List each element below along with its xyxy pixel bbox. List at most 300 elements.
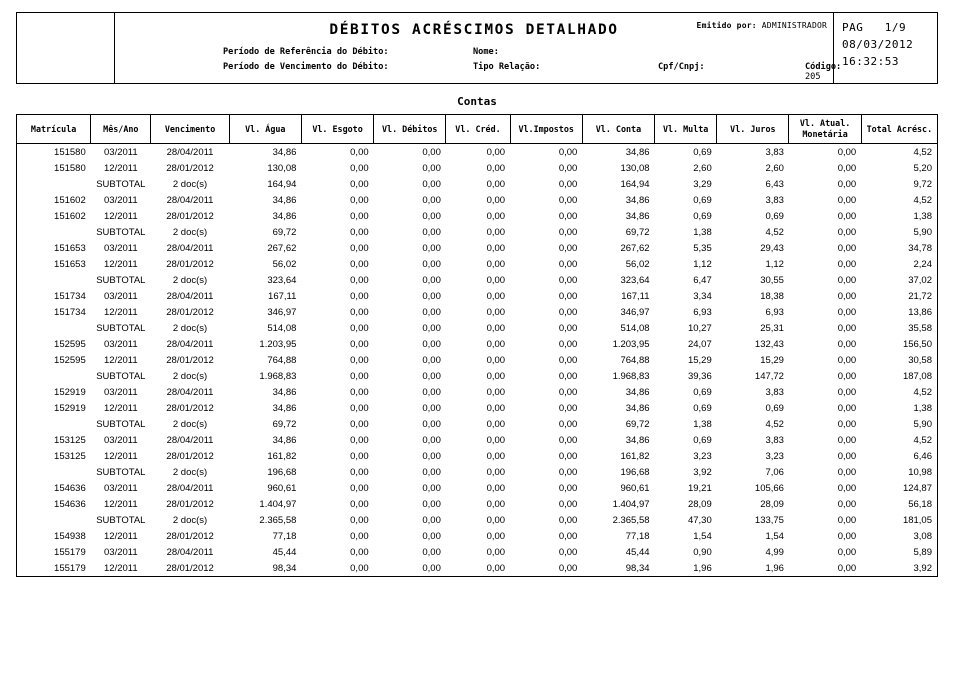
table-cell: 154636 [17, 480, 91, 496]
table-cell: 12/2011 [104, 163, 138, 174]
col-vl-esgoto: Vl. Esgoto [301, 115, 373, 144]
table-row [17, 432, 938, 448]
table-cell: 0,00 [486, 515, 506, 526]
col-vl-debitos: Vl. Débitos [374, 115, 446, 144]
table-cell: 267,62 [620, 243, 650, 254]
table-cell: 34,86 [272, 195, 297, 206]
table-cell: 156,50 [861, 336, 937, 352]
table-cell: 196,68 [620, 467, 650, 478]
table-cell: 21,72 [861, 288, 937, 304]
table-cell: 167,11 [268, 291, 297, 302]
table-cell [17, 320, 91, 336]
table-cell: 0,00 [422, 147, 441, 158]
emitido-por [697, 21, 827, 30]
table-cell: 2 doc(s) [172, 227, 208, 238]
table-row-subtotal [17, 464, 938, 480]
table-cell: 0,00 [558, 499, 578, 510]
table-cell: 18,38 [760, 291, 784, 302]
table-cell: 151734 [17, 304, 91, 320]
table-cell: 34,86 [272, 435, 297, 446]
table-cell: 3,92 [861, 560, 937, 577]
table-cell: 2.365,58 [612, 515, 650, 526]
table-cell: 03/2011 [104, 387, 138, 398]
table-cell: 34,86 [625, 435, 650, 446]
table-cell: 0,00 [301, 560, 373, 577]
table-cell: 0,00 [350, 515, 369, 526]
table-cell: 0,00 [486, 291, 506, 302]
table-cell: 34,86 [625, 195, 650, 206]
table-cell: 323,64 [620, 275, 650, 286]
table-cell: 152919 [17, 400, 91, 416]
table-cell: 0,00 [837, 259, 857, 270]
table-cell: 13,86 [861, 304, 937, 320]
col-mes-ano: Mês/Ano [91, 115, 151, 144]
table-row [17, 528, 938, 544]
report-header [16, 12, 938, 84]
logo-area [17, 13, 115, 83]
table-cell: 133,75 [754, 515, 784, 526]
table-cell: 0,00 [837, 275, 857, 286]
table-cell: 0,00 [486, 339, 506, 350]
table-cell: 3,83 [765, 387, 784, 398]
header-field-row-2 [115, 62, 842, 82]
table-row [17, 400, 938, 416]
table-cell: 0,00 [837, 243, 857, 254]
emitido-label: Emitido por: [696, 21, 757, 30]
table-cell: 03/2011 [104, 483, 138, 494]
table-cell: 0,00 [558, 483, 578, 494]
table-cell: 03/2011 [104, 147, 138, 158]
table-cell: 6,47 [693, 275, 712, 286]
table-cell: 0,00 [837, 227, 857, 238]
table-cell: 151734 [17, 288, 91, 304]
table-cell: 0,00 [558, 227, 578, 238]
table-cell: 0,00 [837, 371, 857, 382]
col-vl-agua: Vl. Água [229, 115, 301, 144]
table-cell: 0,00 [558, 387, 578, 398]
table-cell: 6,93 [693, 307, 712, 318]
table-cell: 0,00 [558, 467, 578, 478]
table-cell: 152595 [17, 352, 91, 368]
table-cell [17, 368, 91, 384]
table-cell: 764,88 [267, 355, 297, 366]
table-cell: 0,00 [350, 339, 369, 350]
table-cell: 0,00 [486, 403, 506, 414]
table-cell: 1,96 [655, 560, 717, 577]
table-cell: 45,44 [625, 547, 650, 558]
table-cell: 3,23 [693, 451, 712, 462]
table-cell: 0,00 [558, 419, 578, 430]
table-cell: 6,93 [765, 307, 784, 318]
table-cell: 0,00 [350, 435, 369, 446]
table-cell: 5,20 [861, 160, 937, 176]
table-row [17, 336, 938, 352]
table-cell: 5,35 [693, 243, 712, 254]
table-cell: 0,00 [422, 531, 441, 542]
col-vl-juros: Vl. Juros [717, 115, 789, 144]
table-cell: 25,31 [760, 323, 784, 334]
table-cell: 0,00 [510, 560, 582, 577]
table-cell: 0,00 [486, 547, 506, 558]
table-cell [17, 416, 91, 432]
table-cell: 0,00 [422, 435, 441, 446]
table-row [17, 240, 938, 256]
table-cell: 1.203,95 [612, 339, 650, 350]
table-cell: 0,00 [350, 243, 369, 254]
table-cell: 28/01/2012 [151, 560, 229, 577]
table-cell: 4,52 [861, 144, 937, 161]
section-title: Contas [457, 95, 497, 108]
table-cell: 346,97 [620, 307, 650, 318]
table-cell: 30,55 [760, 275, 784, 286]
table-cell: 130,08 [267, 163, 297, 174]
table-cell: 0,00 [350, 451, 369, 462]
table-cell: 0,00 [422, 387, 441, 398]
table-cell: 2 doc(s) [172, 179, 208, 190]
table-cell: 0,69 [693, 435, 712, 446]
table-cell: 0,00 [350, 419, 369, 430]
table-cell [17, 176, 91, 192]
table-cell: 0,00 [837, 419, 857, 430]
table-cell: 0,00 [350, 227, 369, 238]
table-cell: 0,00 [837, 435, 857, 446]
col-vl-impostos: Vl.Impostos [510, 115, 582, 144]
table-cell: 164,94 [620, 179, 650, 190]
table-cell: 3,29 [693, 179, 712, 190]
table-cell: 153125 [17, 432, 91, 448]
table-cell: 28/01/2012 [166, 499, 214, 510]
table-cell: 0,00 [486, 275, 506, 286]
table-cell: 0,00 [486, 259, 506, 270]
table-cell: 34,86 [625, 403, 650, 414]
table-cell: 151602 [17, 208, 91, 224]
table-cell: 147,72 [754, 371, 784, 382]
table-cell: 0,00 [558, 163, 578, 174]
table-cell: 0,00 [486, 179, 506, 190]
table-cell: 0,00 [486, 147, 506, 158]
col-total-acresc: Total Acrésc. [861, 115, 937, 144]
table-cell: 69,72 [272, 227, 297, 238]
table-cell: 0,00 [422, 515, 441, 526]
table-row-subtotal [17, 512, 938, 528]
table-cell: 0,00 [558, 147, 578, 158]
table-cell: 0,00 [422, 163, 441, 174]
table-cell: 69,72 [272, 419, 297, 430]
page-title: DÉBITOS ACRÉSCIMOS DETALHADO [329, 22, 619, 38]
table-cell: 0,00 [837, 211, 857, 222]
print-time: 16:32:53 [842, 55, 899, 68]
table-row [17, 208, 938, 224]
col-vl-cred: Vl. Créd. [446, 115, 510, 144]
table-cell: 28/04/2011 [166, 195, 214, 206]
table-cell: 12/2011 [104, 499, 138, 510]
table-row [17, 192, 938, 208]
table-cell: 1,38 [693, 227, 712, 238]
table-cell: 34,78 [861, 240, 937, 256]
table-cell: 12/2011 [104, 403, 138, 414]
table-cell: SUBTOTAL [96, 515, 146, 526]
col-matricula: Matrícula [17, 115, 91, 144]
table-cell: 0,00 [350, 483, 369, 494]
table-cell: 0,00 [350, 323, 369, 334]
table-cell: 267,62 [267, 243, 297, 254]
emitido-value: ADMINISTRADOR [761, 21, 827, 30]
table-cell: 1.968,83 [259, 371, 297, 382]
header-fields [115, 47, 842, 82]
table-row [17, 288, 938, 304]
table-cell: 0,00 [558, 451, 578, 462]
table-cell: 152595 [17, 336, 91, 352]
table-cell: 130,08 [620, 163, 650, 174]
table-cell: 0,00 [486, 355, 506, 366]
table-body [17, 144, 938, 577]
table-cell: 34,86 [272, 211, 297, 222]
table-cell: 15,29 [687, 355, 712, 366]
table-cell: 0,00 [558, 275, 578, 286]
table-row-subtotal [17, 224, 938, 240]
table-cell: 28/04/2011 [166, 243, 214, 254]
table-cell: 0,69 [693, 387, 712, 398]
table-cell: 0,00 [446, 560, 510, 577]
table-cell [17, 512, 91, 528]
table-cell: 77,18 [625, 531, 650, 542]
table-cell: 514,08 [267, 323, 297, 334]
table-cell: 28/04/2011 [166, 147, 214, 158]
table-cell: SUBTOTAL [96, 419, 146, 430]
table-cell: 69,72 [625, 227, 650, 238]
table-cell: 161,82 [267, 451, 297, 462]
table-cell: 0,00 [422, 371, 441, 382]
table-cell: 0,00 [558, 259, 578, 270]
table-cell: 37,02 [861, 272, 937, 288]
table-cell: 155179 [17, 544, 91, 560]
table-cell: 0,00 [350, 179, 369, 190]
table-head [17, 115, 938, 144]
table-cell: 960,61 [267, 483, 297, 494]
table-cell: 0,00 [350, 355, 369, 366]
label-tipo-relacao: Tipo Relação: [473, 62, 541, 72]
table-cell: 0,00 [422, 211, 441, 222]
table-cell: 161,82 [620, 451, 650, 462]
table-cell: 28/01/2012 [166, 403, 214, 414]
table-cell: 0,00 [422, 339, 441, 350]
table-cell: 0,00 [486, 483, 506, 494]
table-cell: 181,05 [861, 512, 937, 528]
table-cell: 10,27 [687, 323, 712, 334]
table-cell [17, 464, 91, 480]
table-cell: 4,52 [861, 384, 937, 400]
table-cell: 0,00 [350, 547, 369, 558]
table-cell: 151580 [17, 144, 91, 161]
table-cell: 3,83 [765, 147, 784, 158]
table-cell: 03/2011 [104, 339, 138, 350]
table-cell: 0,00 [558, 531, 578, 542]
table-cell: 0,00 [350, 259, 369, 270]
table-cell: 0,00 [422, 259, 441, 270]
table-cell: 28/01/2012 [166, 163, 214, 174]
table-cell: 151580 [17, 160, 91, 176]
table-cell: 1.968,83 [612, 371, 650, 382]
table-row [17, 496, 938, 512]
print-date: 08/03/2012 [842, 38, 914, 51]
table-row [17, 144, 938, 161]
table-cell: 28/01/2012 [166, 259, 214, 270]
table-cell: 0,00 [558, 243, 578, 254]
table-cell: 12/2011 [104, 531, 138, 542]
contas-table [16, 114, 938, 577]
table-cell: 151602 [17, 192, 91, 208]
table-cell: 1,12 [693, 259, 712, 270]
col-vl-conta: Vl. Conta [582, 115, 654, 144]
label-periodo-vencimento: Período de Vencimento do Débito: [223, 62, 389, 72]
table-cell: 0,00 [422, 355, 441, 366]
table-cell: 0,69 [693, 147, 712, 158]
table-header-row [17, 115, 938, 144]
table-cell: 19,21 [687, 483, 712, 494]
table-cell: 28/04/2011 [166, 339, 214, 350]
table-cell: 0,00 [486, 499, 506, 510]
label-nome: Nome: [473, 47, 499, 57]
page-number-line [842, 19, 937, 36]
label-cpf-cnpj: Cpf/Cnpj: [658, 62, 705, 72]
table-cell: 12/2011 [104, 355, 138, 366]
table-cell: 0,00 [422, 483, 441, 494]
table-cell: 0,69 [693, 403, 712, 414]
table-cell: 0,00 [558, 435, 578, 446]
table-cell: 0,00 [558, 291, 578, 302]
table-cell: 0,00 [837, 467, 857, 478]
table-cell: 0,00 [422, 307, 441, 318]
pag-value: 1/9 [884, 21, 907, 34]
table-cell: 0,00 [486, 531, 506, 542]
table-cell: 0,00 [422, 499, 441, 510]
table-cell: 30,58 [861, 352, 937, 368]
table-cell: 0,00 [486, 467, 506, 478]
table-cell: 28/04/2011 [166, 483, 214, 494]
table-cell: 0,00 [837, 403, 857, 414]
table-cell: 03/2011 [104, 291, 138, 302]
table-cell: 0,00 [486, 227, 506, 238]
table-cell: 34,86 [625, 387, 650, 398]
table-cell: 0,00 [486, 307, 506, 318]
table-cell: 34,86 [272, 403, 297, 414]
table-cell: 12/2011 [91, 560, 151, 577]
table-cell: 0,00 [422, 227, 441, 238]
table-cell: 124,87 [861, 480, 937, 496]
table-cell: 0,00 [486, 195, 506, 206]
table-cell: 0,69 [765, 403, 784, 414]
table-cell: 0,00 [422, 451, 441, 462]
table-cell: 514,08 [620, 323, 650, 334]
table-cell: 0,00 [350, 275, 369, 286]
table-cell: 0,00 [837, 387, 857, 398]
table-cell: 0,00 [486, 451, 506, 462]
table-cell: 4,99 [765, 547, 784, 558]
table-cell: 0,00 [486, 243, 506, 254]
table-cell: 2 doc(s) [172, 371, 208, 382]
table-row-subtotal [17, 272, 938, 288]
table-cell: 0,69 [765, 211, 784, 222]
table-cell: 0,00 [837, 451, 857, 462]
table-cell: 3,23 [765, 451, 784, 462]
table-cell: 0,00 [486, 211, 506, 222]
table-cell [17, 224, 91, 240]
table-cell: 1,38 [693, 419, 712, 430]
table-cell: 0,00 [486, 419, 506, 430]
table-cell: 45,44 [272, 547, 297, 558]
table-cell: 152919 [17, 384, 91, 400]
table-cell: 29,43 [760, 243, 784, 254]
table-cell: 0,00 [558, 547, 578, 558]
table-cell: 15,29 [760, 355, 784, 366]
table-cell: 0,00 [422, 275, 441, 286]
table-cell: 34,86 [625, 211, 650, 222]
table-cell: 4,52 [861, 192, 937, 208]
table-cell: 0,00 [837, 147, 857, 158]
table-cell: 0,00 [422, 323, 441, 334]
pag-label: PAG [842, 21, 864, 34]
table-cell: 2,24 [861, 256, 937, 272]
table-cell: 2,60 [693, 163, 712, 174]
table-cell: 0,00 [350, 147, 369, 158]
table-cell: 28/01/2012 [166, 451, 214, 462]
table-cell: 0,00 [422, 243, 441, 254]
table-row [17, 384, 938, 400]
table-cell: 1,12 [765, 259, 784, 270]
table-row [17, 560, 938, 577]
col-vencimento: Vencimento [151, 115, 229, 144]
table-cell: 0,00 [837, 179, 857, 190]
table-cell: 3,92 [693, 467, 712, 478]
table-row [17, 304, 938, 320]
table-cell: 0,00 [350, 211, 369, 222]
table-cell: 0,00 [422, 195, 441, 206]
table-cell: 0,00 [558, 403, 578, 414]
table-cell: 0,00 [837, 483, 857, 494]
table-cell: 0,69 [693, 195, 712, 206]
table-cell: 0,00 [837, 195, 857, 206]
table-cell: 56,02 [272, 259, 297, 270]
table-cell: 28/04/2011 [166, 435, 214, 446]
table-cell: 10,98 [861, 464, 937, 480]
table-cell: 12/2011 [104, 307, 138, 318]
table-cell: 0,00 [350, 499, 369, 510]
table-cell: 0,00 [837, 291, 857, 302]
table-cell: 34,86 [272, 147, 297, 158]
table-cell: 3,83 [765, 435, 784, 446]
table-cell: 105,66 [754, 483, 784, 494]
table-cell: 39,36 [687, 371, 712, 382]
table-cell: 323,64 [267, 275, 297, 286]
table-cell: 6,43 [765, 179, 784, 190]
table-cell: 151653 [17, 240, 91, 256]
table-cell: 0,00 [837, 547, 857, 558]
table-row [17, 256, 938, 272]
table-cell: 1.203,95 [259, 339, 297, 350]
table-cell: 187,08 [861, 368, 937, 384]
table-cell: 0,00 [837, 307, 857, 318]
table-cell: 2 doc(s) [172, 515, 208, 526]
table-cell: 0,00 [837, 355, 857, 366]
table-cell: 0,90 [693, 547, 712, 558]
table-cell: 5,90 [861, 416, 937, 432]
table-cell: 0,00 [558, 515, 578, 526]
table-cell: 1,38 [861, 208, 937, 224]
table-cell: 2.365,58 [259, 515, 297, 526]
table-cell: 98,34 [229, 560, 301, 577]
table-cell: 5,90 [861, 224, 937, 240]
table-cell: 69,72 [625, 419, 650, 430]
